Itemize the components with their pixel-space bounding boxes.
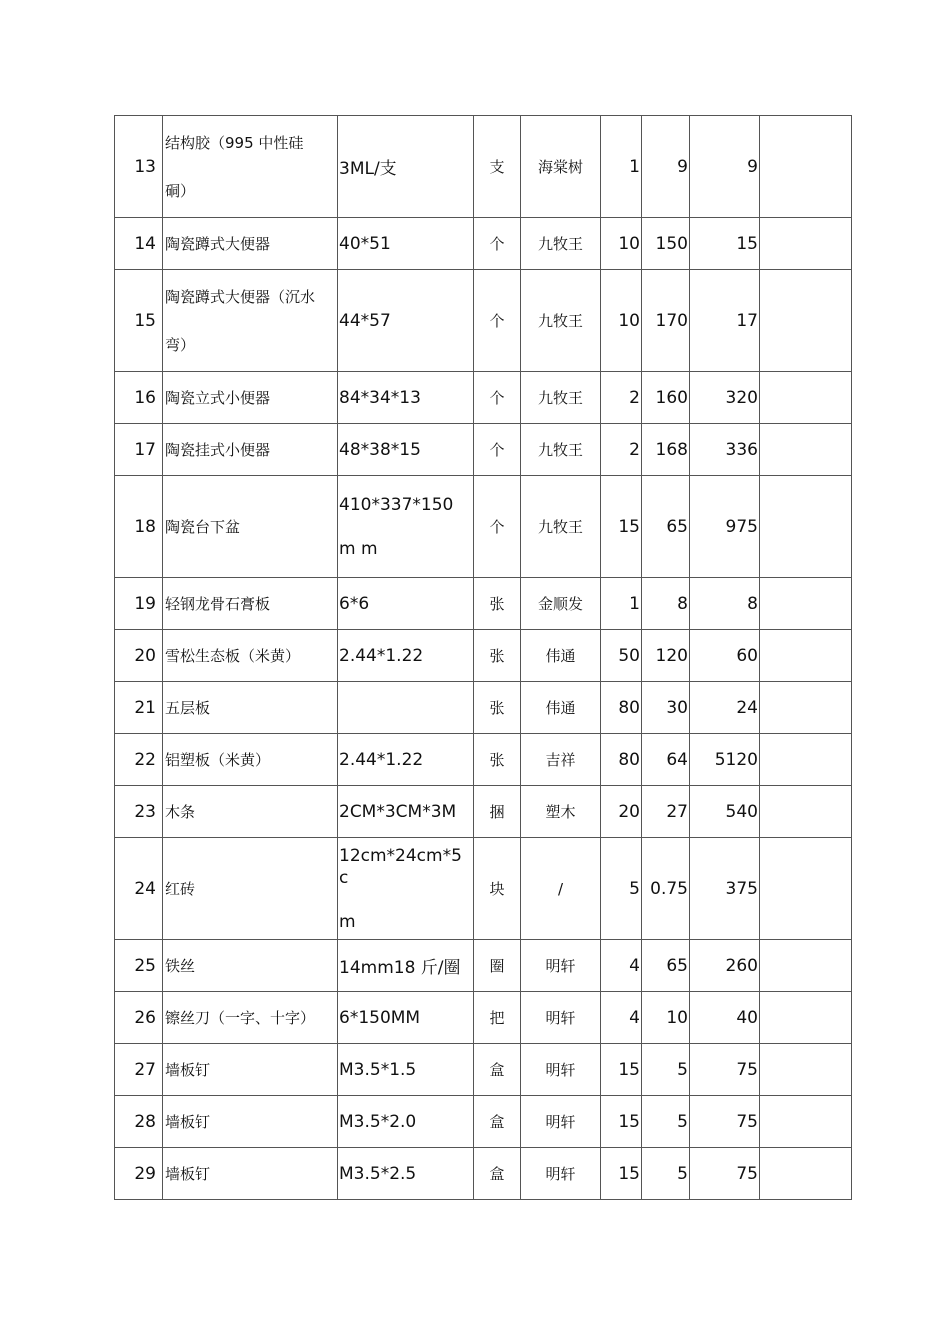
item-note bbox=[760, 1096, 852, 1148]
item-brand: 明轩 bbox=[521, 992, 601, 1044]
item-name: 镲丝刀（一字、十字） bbox=[163, 992, 338, 1044]
table-row bbox=[115, 630, 852, 682]
item-unit-price: 150 bbox=[642, 218, 690, 270]
materials-table bbox=[114, 115, 852, 1200]
row-number: 27 bbox=[115, 1044, 163, 1096]
item-total: 75 bbox=[690, 1044, 760, 1096]
row-number: 21 bbox=[115, 682, 163, 734]
table-row bbox=[115, 838, 852, 940]
item-name: 陶瓷蹲式大便器（沉水 弯） bbox=[163, 270, 338, 372]
item-spec: 2.44*1.22 bbox=[338, 734, 474, 786]
item-quantity: 50 bbox=[601, 630, 642, 682]
item-name: 陶瓷台下盆 bbox=[163, 476, 338, 578]
item-unit: 张 bbox=[474, 630, 521, 682]
table-row bbox=[115, 1096, 852, 1148]
table-row bbox=[115, 424, 852, 476]
item-quantity: 10 bbox=[601, 218, 642, 270]
item-unit: 把 bbox=[474, 992, 521, 1044]
item-note bbox=[760, 1148, 852, 1200]
item-brand: 明轩 bbox=[521, 1044, 601, 1096]
row-number: 16 bbox=[115, 372, 163, 424]
item-total: 24 bbox=[690, 682, 760, 734]
item-name: 木条 bbox=[163, 786, 338, 838]
item-note bbox=[760, 786, 852, 838]
item-name: 陶瓷挂式小便器 bbox=[163, 424, 338, 476]
table-row bbox=[115, 734, 852, 786]
item-unit-price: 65 bbox=[642, 940, 690, 992]
item-spec: 44*57 bbox=[338, 270, 474, 372]
item-unit: 盒 bbox=[474, 1148, 521, 1200]
item-name: 墙板钉 bbox=[163, 1044, 338, 1096]
item-note bbox=[760, 116, 852, 218]
item-brand: 明轩 bbox=[521, 1148, 601, 1200]
item-note bbox=[760, 940, 852, 992]
item-quantity: 20 bbox=[601, 786, 642, 838]
row-number: 26 bbox=[115, 992, 163, 1044]
table-row bbox=[115, 372, 852, 424]
item-name: 雪松生态板（米黄） bbox=[163, 630, 338, 682]
row-number: 18 bbox=[115, 476, 163, 578]
item-quantity: 4 bbox=[601, 992, 642, 1044]
item-note bbox=[760, 476, 852, 578]
item-note bbox=[760, 218, 852, 270]
item-quantity: 15 bbox=[601, 476, 642, 578]
item-note bbox=[760, 682, 852, 734]
item-total: 17 bbox=[690, 270, 760, 372]
item-spec bbox=[338, 682, 474, 734]
item-brand: 金顺发 bbox=[521, 578, 601, 630]
table-row bbox=[115, 1044, 852, 1096]
item-name: 墙板钉 bbox=[163, 1148, 338, 1200]
table-row bbox=[115, 786, 852, 838]
row-number: 14 bbox=[115, 218, 163, 270]
row-number: 15 bbox=[115, 270, 163, 372]
item-spec: 3ML/支 bbox=[338, 116, 474, 218]
item-name: 五层板 bbox=[163, 682, 338, 734]
item-quantity: 2 bbox=[601, 372, 642, 424]
row-number: 29 bbox=[115, 1148, 163, 1200]
item-unit: 个 bbox=[474, 372, 521, 424]
row-number: 13 bbox=[115, 116, 163, 218]
item-unit: 个 bbox=[474, 476, 521, 578]
item-total: 75 bbox=[690, 1096, 760, 1148]
item-brand: 九牧王 bbox=[521, 424, 601, 476]
item-unit: 张 bbox=[474, 682, 521, 734]
item-note bbox=[760, 992, 852, 1044]
item-name: 结构胶（995 中性硅 硐） bbox=[163, 116, 338, 218]
item-unit-price: 168 bbox=[642, 424, 690, 476]
item-spec: 2.44*1.22 bbox=[338, 630, 474, 682]
item-total: 540 bbox=[690, 786, 760, 838]
item-total: 375 bbox=[690, 838, 760, 940]
item-unit: 捆 bbox=[474, 786, 521, 838]
item-spec: 12cm*24cm*5 c m bbox=[338, 838, 474, 940]
row-number: 28 bbox=[115, 1096, 163, 1148]
item-unit: 个 bbox=[474, 218, 521, 270]
item-name: 红砖 bbox=[163, 838, 338, 940]
item-spec: 410*337*150 m m bbox=[338, 476, 474, 578]
table-row bbox=[115, 682, 852, 734]
item-unit-price: 27 bbox=[642, 786, 690, 838]
item-unit: 张 bbox=[474, 578, 521, 630]
item-spec: M3.5*2.5 bbox=[338, 1148, 474, 1200]
row-number: 25 bbox=[115, 940, 163, 992]
item-unit-price: 120 bbox=[642, 630, 690, 682]
item-unit-price: 5 bbox=[642, 1044, 690, 1096]
item-total: 336 bbox=[690, 424, 760, 476]
item-unit-price: 0.75 bbox=[642, 838, 690, 940]
item-quantity: 5 bbox=[601, 838, 642, 940]
item-unit-price: 65 bbox=[642, 476, 690, 578]
item-total: 320 bbox=[690, 372, 760, 424]
item-spec: 6*150MM bbox=[338, 992, 474, 1044]
item-brand: 伟通 bbox=[521, 630, 601, 682]
item-spec: M3.5*1.5 bbox=[338, 1044, 474, 1096]
table-row bbox=[115, 992, 852, 1044]
item-brand: 明轩 bbox=[521, 940, 601, 992]
item-brand: 伟通 bbox=[521, 682, 601, 734]
item-quantity: 2 bbox=[601, 424, 642, 476]
table-row bbox=[115, 116, 852, 218]
item-total: 75 bbox=[690, 1148, 760, 1200]
item-note bbox=[760, 424, 852, 476]
item-total: 8 bbox=[690, 578, 760, 630]
item-unit-price: 5 bbox=[642, 1096, 690, 1148]
item-quantity: 80 bbox=[601, 682, 642, 734]
item-unit: 圈 bbox=[474, 940, 521, 992]
item-spec: 2CM*3CM*3M bbox=[338, 786, 474, 838]
item-name: 陶瓷蹲式大便器 bbox=[163, 218, 338, 270]
item-unit: 支 bbox=[474, 116, 521, 218]
table-row bbox=[115, 940, 852, 992]
item-unit: 盒 bbox=[474, 1096, 521, 1148]
item-brand: 明轩 bbox=[521, 1096, 601, 1148]
item-unit: 个 bbox=[474, 424, 521, 476]
table-row bbox=[115, 578, 852, 630]
item-brand: 九牧王 bbox=[521, 270, 601, 372]
row-number: 23 bbox=[115, 786, 163, 838]
item-note bbox=[760, 1044, 852, 1096]
item-name: 铝塑板（米黄） bbox=[163, 734, 338, 786]
item-total: 9 bbox=[690, 116, 760, 218]
item-total: 260 bbox=[690, 940, 760, 992]
item-brand: / bbox=[521, 838, 601, 940]
item-total: 40 bbox=[690, 992, 760, 1044]
item-unit-price: 30 bbox=[642, 682, 690, 734]
item-name: 墙板钉 bbox=[163, 1096, 338, 1148]
item-quantity: 1 bbox=[601, 116, 642, 218]
table-row bbox=[115, 218, 852, 270]
item-quantity: 10 bbox=[601, 270, 642, 372]
item-unit-price: 9 bbox=[642, 116, 690, 218]
item-unit-price: 5 bbox=[642, 1148, 690, 1200]
item-name: 陶瓷立式小便器 bbox=[163, 372, 338, 424]
item-quantity: 15 bbox=[601, 1096, 642, 1148]
table-row bbox=[115, 476, 852, 578]
item-brand: 九牧王 bbox=[521, 218, 601, 270]
item-quantity: 1 bbox=[601, 578, 642, 630]
item-unit: 块 bbox=[474, 838, 521, 940]
item-note bbox=[760, 630, 852, 682]
row-number: 22 bbox=[115, 734, 163, 786]
item-brand: 九牧王 bbox=[521, 476, 601, 578]
item-unit-price: 10 bbox=[642, 992, 690, 1044]
item-note bbox=[760, 578, 852, 630]
item-total: 15 bbox=[690, 218, 760, 270]
item-total: 975 bbox=[690, 476, 760, 578]
item-unit: 盒 bbox=[474, 1044, 521, 1096]
item-brand: 塑木 bbox=[521, 786, 601, 838]
table-row bbox=[115, 1148, 852, 1200]
item-quantity: 4 bbox=[601, 940, 642, 992]
item-note bbox=[760, 372, 852, 424]
item-quantity: 15 bbox=[601, 1148, 642, 1200]
item-unit: 个 bbox=[474, 270, 521, 372]
item-unit-price: 64 bbox=[642, 734, 690, 786]
item-unit-price: 160 bbox=[642, 372, 690, 424]
row-number: 17 bbox=[115, 424, 163, 476]
item-name: 铁丝 bbox=[163, 940, 338, 992]
item-unit: 张 bbox=[474, 734, 521, 786]
item-brand: 九牧王 bbox=[521, 372, 601, 424]
item-spec: 84*34*13 bbox=[338, 372, 474, 424]
row-number: 19 bbox=[115, 578, 163, 630]
table-row bbox=[115, 270, 852, 372]
item-note bbox=[760, 734, 852, 786]
materials-table-body bbox=[115, 116, 852, 1200]
item-quantity: 80 bbox=[601, 734, 642, 786]
item-unit-price: 170 bbox=[642, 270, 690, 372]
item-spec: 6*6 bbox=[338, 578, 474, 630]
item-total: 60 bbox=[690, 630, 760, 682]
item-spec: 14mm18 斤/圈 bbox=[338, 940, 474, 992]
item-spec: 48*38*15 bbox=[338, 424, 474, 476]
item-spec: 40*51 bbox=[338, 218, 474, 270]
item-spec: M3.5*2.0 bbox=[338, 1096, 474, 1148]
item-unit-price: 8 bbox=[642, 578, 690, 630]
item-brand: 吉祥 bbox=[521, 734, 601, 786]
item-quantity: 15 bbox=[601, 1044, 642, 1096]
item-name: 轻钢龙骨石膏板 bbox=[163, 578, 338, 630]
row-number: 24 bbox=[115, 838, 163, 940]
row-number: 20 bbox=[115, 630, 163, 682]
item-note bbox=[760, 270, 852, 372]
item-brand: 海棠树 bbox=[521, 116, 601, 218]
item-total: 5120 bbox=[690, 734, 760, 786]
item-note bbox=[760, 838, 852, 940]
